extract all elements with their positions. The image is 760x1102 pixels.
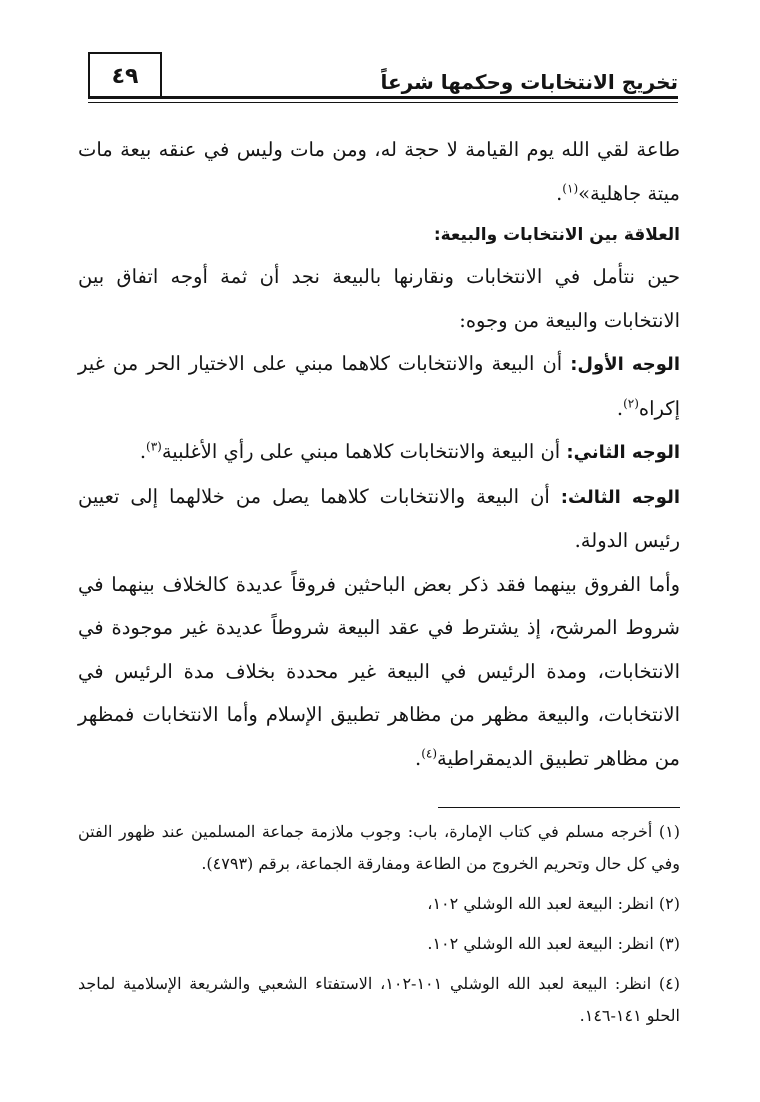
paragraph-intro: حين نتأمل في الانتخابات ونقارنها بالبيعة نجد أن ثمة أوجه اتفاق بين الانتخابات والبيعة من وجوه: [78,265,680,332]
section-heading: العلاقة بين الانتخابات والبيعة: [433,225,680,245]
point-third [78,475,680,563]
point-label: الوجه الثالث: [560,486,680,508]
paragraph-differences: وأما الفروق بينهما فقد ذكر بعض الباحثين فروقاً عديدة كالخلاف بينهما في شروط المرشح، إذ يشترط في عقد البيعة شروطاً عديدة غير موجودة في الانتخابات، ومدة الرئيس في البيعة غير محددة بخلاف مدة الرئيس في الانتخابات، والبيعة مظهر من مظاهر تطبيق الإسلام وأما الانتخابات فمظهر من مظاهر تطبيق الديمقراطية$^{(٤)}$. [78,572,680,770]
point-first: الوجه الأول: أن البيعة والانتخابات كلاهما مبني على الاختيار الحر من غير إكراه$^{(٢)}$. [78,352,680,420]
point-label: الوجه الأول: [570,354,680,375]
footnote-2: (٢) انظر: البيعة لعبد الله الوشلي ١٠٢، [427,894,680,913]
footnote-ref: (٤) [421,746,438,760]
footnote-ref: (٢) [623,396,639,410]
footnote-separator [438,807,680,808]
point-text: أن البيعة والانتخابات كلاهما مبني على رأي الأغلبية [161,440,567,463]
running-title: تخريج الانتخابات وحكمها شرعاً [380,70,678,94]
point-text: أن البيعة والانتخابات كلاهما مبني على الاختيار الحر من غير إكراه [78,352,680,420]
footnote-4: (٤) انظر: البيعة لعبد الله الوشلي ١٠١-١٠٢، الاستفتاء الشعبي والشريعة الإسلامية لماجد الحلو ١٤١-١٤٦. [78,974,680,1025]
header-rule [88,96,678,99]
paragraph-text: طاعة لقي الله يوم القيامة لا حجة له، ومن مات وليس في عنقه بيعة مات ميتة جاهلية» [78,138,680,205]
page-header [88,52,678,110]
footnote-ref: (٣) [146,439,162,454]
footnotes [78,816,680,1032]
footnote-3: (٣) انظر: البيعة لعبد الله الوشلي ١٠٢. [427,934,680,953]
point-label: الوجه الثاني: [566,442,680,463]
body-text [78,128,680,780]
header-rule-thin [88,102,678,103]
footnote-1: (١) أخرجه مسلم في كتاب الإمارة، باب: وجوب ملازمة جماعة المسلمين عند ظهور الفتن وفي كل حال وتحريم الخروج من الطاعة ومفارقة الجماعة، برقم (٤٧٩٣). [78,822,680,873]
point-second: الوجه الثاني: أن البيعة والانتخابات كلاهما مبني على رأي الأغلبية$^{(٣)}$. [139,439,680,463]
footnote-ref: (١) [562,181,579,195]
paragraph-hadith-end: طاعة لقي الله يوم القيامة لا حجة له، ومن مات وليس في عنقه بيعة مات ميتة جاهلية»$^{(١)}$. [78,138,680,205]
page-number: ٤٩ [111,64,139,89]
paragraph-text: وأما الفروق بينهما فقد ذكر بعض الباحثين فروقاً عديدة كالخلاف بينهما في شروط المرشح، إذ يشترط في عقد البيعة شروطاً عديدة غير موجودة في الانتخابات، ومدة الرئيس في البيعة غير محددة بخلاف مدة الرئيس في الانتخابات، والبيعة مظهر من مظاهر تطبيق الإسلام وأما الانتخابات فمظهر من مظاهر تطبيق الديمقراطية [78,572,680,770]
page-number-box [88,52,162,98]
point-text: أن البيعة والانتخابات كلاهما يصل من خلالهما إلى تعيين رئيس الدولة. [78,484,680,552]
